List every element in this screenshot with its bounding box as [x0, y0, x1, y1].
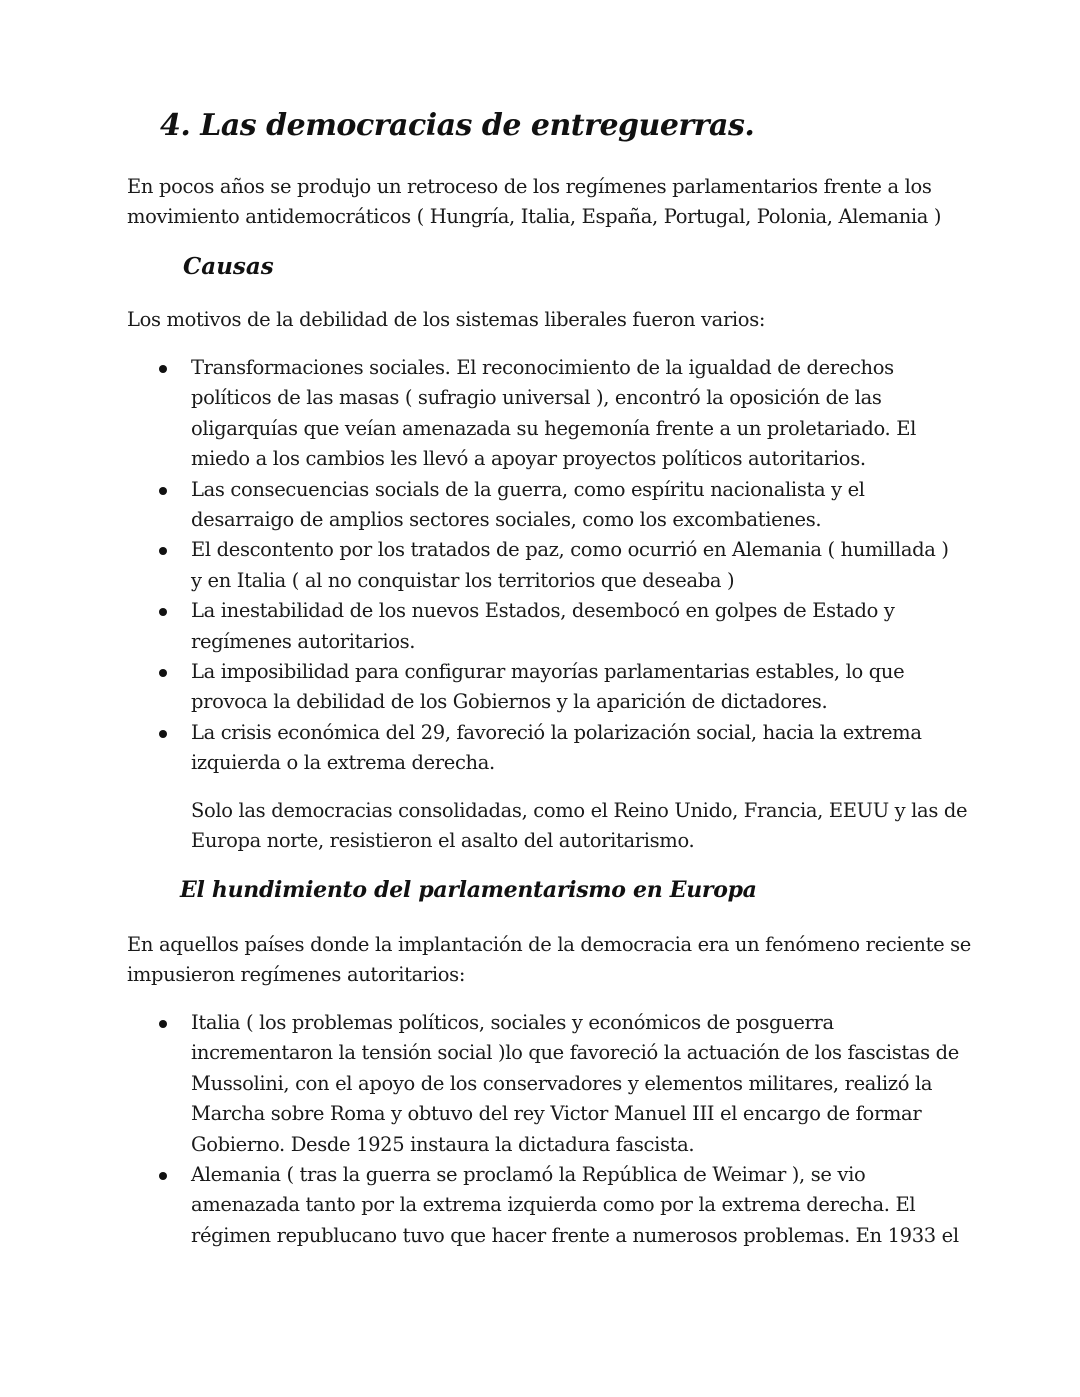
bullet-icon — [159, 547, 167, 555]
bullet-icon — [159, 608, 167, 616]
list-item — [127, 1008, 967, 1160]
list-item — [127, 657, 957, 718]
list-item — [127, 596, 957, 657]
list-item-text: El descontento por los tratados de paz, como ocurrió en Alemania ( humillada ) y en Italia ( al no conquistar los territorios que deseaba ) — [191, 538, 949, 592]
hundimiento-list — [127, 1008, 967, 1251]
list-item — [127, 1160, 967, 1251]
list-item — [127, 718, 957, 779]
list-item — [127, 535, 957, 596]
list-item-text: Transformaciones sociales. El reconocimiento de la igualdad de derechos políticos de las masas ( sufragio universal ), encontró la oposición de las oligarquías que veían amenazada su hegemonía frente a un proletariado. El miedo a los cambios les llevó a apoyar proyectos políticos autoritarios. — [191, 356, 917, 471]
causas-note: Solo las democracias consolidadas, como el Reino Unido, Francia, EEUU y las de Europa norte, resistieron el asalto del autoritarismo. — [191, 799, 968, 853]
bullet-icon — [159, 669, 167, 677]
causas-lead: Los motivos de la debilidad de los sistemas liberales fueron varios: — [127, 308, 766, 331]
page-title: 4. Las democracias de entreguerras. — [160, 108, 755, 143]
list-item — [127, 475, 957, 536]
list-item-text: Las consecuencias socials de la guerra, como espíritu nacionalista y el desarraigo de amplios sectores sociales, como los excombatienes. — [191, 477, 865, 532]
intro-paragraph: En pocos años se produjo un retroceso de los regímenes parlamentarios frente a los movimiento antidemocráticos ( Hungría, Italia, España, Portugal, Polonia, Alemania ) — [127, 175, 942, 229]
bullet-icon — [159, 1020, 167, 1028]
causas-list — [127, 353, 957, 779]
section-heading-causas: Causas — [183, 253, 274, 280]
section-heading-hundimiento: El hundimiento del parlamentarismo en Europa — [180, 877, 757, 903]
list-item-text: La imposibilidad para configurar mayorías parlamentarias estables, lo que provoca la debilidad de los Gobiernos y la aparición de dictadores. — [191, 660, 905, 714]
bullet-icon — [159, 730, 167, 738]
bullet-icon — [159, 365, 167, 373]
list-item-text: Alemania ( tras la guerra se proclamó la República de Weimar ), se vio amenazada tanto por la extrema izquierda como por la extrema derecha. El régimen republucano tuvo que hacer frente a numerosos problemas. En 1933 el — [191, 1163, 959, 1247]
list-item-text: La inestabilidad de los nuevos Estados, desembocó en golpes de Estado y regímenes autoritarios. — [191, 599, 895, 653]
list-item-text: La crisis económica del 29, favoreció la polarización social, hacia la extrema izquierda o la extrema derecha. — [191, 720, 922, 775]
hundimiento-lead: En aquellos países donde la implantación de la democracia era un fenómeno reciente se impusieron regímenes autoritarios: — [127, 933, 971, 987]
list-item-text: Italia ( los problemas políticos, sociales y económicos de posguerra incrementaron la tensión social )lo que favoreció la actuación de los fascistas de Mussolini, con el apoyo de los conservadores y elementos militares, realizó la Marcha sobre Roma y obtuvo del rey Victor Manuel III el encargo de formar Gobierno. Desde 1925 instaura la dictadura fascista. — [191, 1011, 959, 1156]
bullet-icon — [159, 1172, 167, 1180]
list-item — [127, 353, 957, 475]
bullet-icon — [159, 487, 167, 495]
